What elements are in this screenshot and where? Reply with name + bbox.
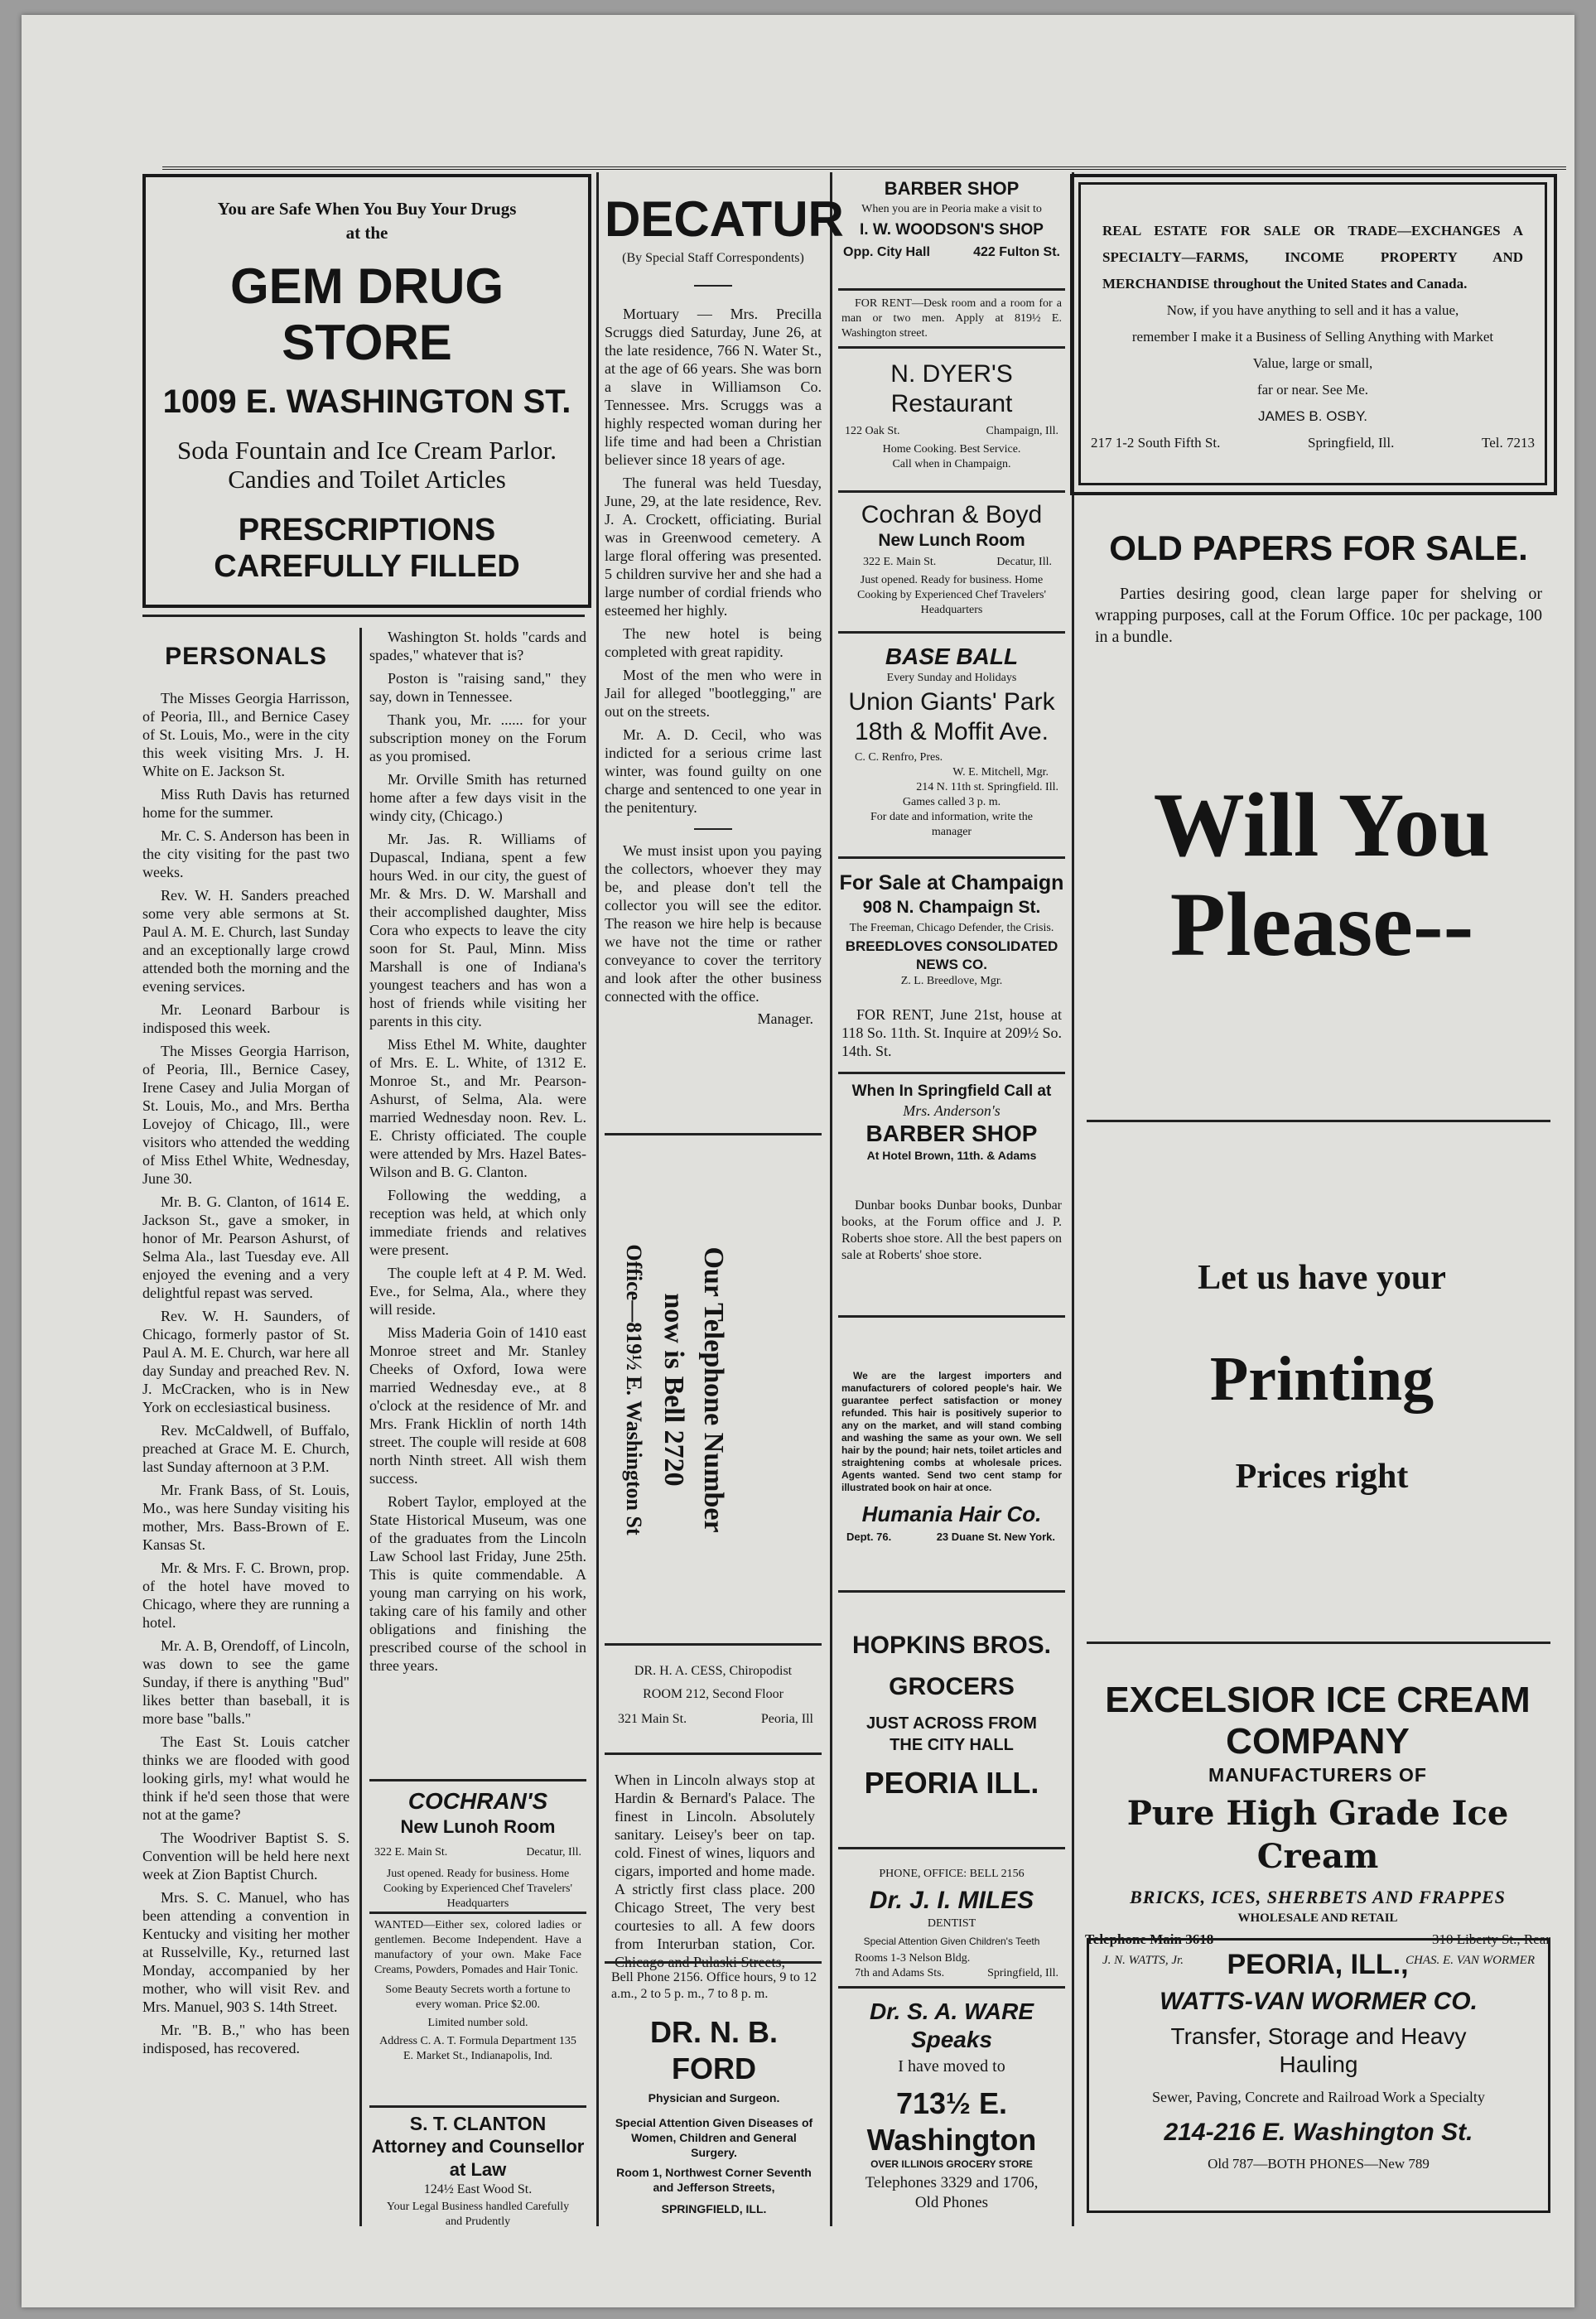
ware-ad xyxy=(838,1993,1065,2233)
watts-line2: Sewer, Paving, Concrete and Railroad Work a Specialty xyxy=(1152,2089,1485,2105)
miles-city: Springfield, Ill. xyxy=(987,1967,1058,1979)
wanted-rule xyxy=(369,1912,586,1914)
personal-item: Mr. Leonard Barbour is indisposed this week. xyxy=(142,1001,350,1036)
cochran-boyd-ad xyxy=(838,497,1065,629)
lincoln-text: When in Lincoln always stop at Hardin & Bernard's Palace. The finest in Lincoln. Absolutely sanitary. Leisey's beer on tap. cold. Finest of wines, liquors and cigars, imported and home made. A strictly first class place. 200 Chicago Street, The very best courtesies to all. A few doors from Interurban station, Cor. Chicago and Pulaski Streets, xyxy=(615,1772,815,1970)
formula-address: Address C. A. T. Formula Department 135 E. Market St., Indianapolis, Ind. xyxy=(379,2035,576,2062)
dunbar-text: Dunbar books Dunbar books, Dunbar books, at the Forum office and J. P. Roberts shoe store. All the best papers on sale at Roberts' shoe store. xyxy=(841,1198,1062,1262)
watts-name: WATTS-VAN WORMER CO. xyxy=(1160,1988,1478,2015)
excelsior-city: PEORIA, ILL., xyxy=(1227,1949,1409,1980)
personals-title: PERSONALS xyxy=(165,643,327,670)
anderson-title: BARBER SHOP xyxy=(866,1121,1038,1146)
decatur-divider xyxy=(694,285,732,287)
cochranboyd-city: Decatur, Ill. xyxy=(996,556,1052,568)
decatur-subtitle: (By Special Staff Correspondents) xyxy=(622,251,804,265)
cochranboyd-name: Cochran & Boyd xyxy=(861,501,1043,528)
anderson-name: Mrs. Anderson's xyxy=(903,1102,1001,1119)
humania-address: 23 Duane St. New York. xyxy=(936,1531,1055,1543)
column-rule-1 xyxy=(596,172,599,2226)
dyer-address: 122 Oak St. xyxy=(845,425,900,437)
decatur-signature: Manager. xyxy=(757,1010,813,1027)
decatur-title: DECATUR xyxy=(605,191,844,247)
formula-ad xyxy=(369,1918,586,2099)
cochrans-rule xyxy=(369,1779,586,1781)
lincoln-ad xyxy=(615,1771,815,1970)
cochrans-subtitle: New Lunoh Room xyxy=(400,1816,556,1837)
personal-item: Poston is "raising sand," they say, down in Tennessee. xyxy=(369,670,586,705)
cess-rule xyxy=(605,1643,822,1646)
dyer-rule xyxy=(838,346,1065,349)
woodson-barber-ad xyxy=(838,174,1065,282)
gem-prescriptions: PRESCRIPTIONS CAREFULLY FILLED xyxy=(214,513,520,584)
baseball-manager: W. E. Mitchell, Mgr. xyxy=(952,766,1049,779)
dyer-name: N. DYER'S xyxy=(890,360,1013,388)
anderson-address: At Hotel Brown, 11th. & Adams xyxy=(866,1149,1037,1162)
decatur-column xyxy=(605,174,844,1126)
ford-title: Physician and Surgeon. xyxy=(648,2091,780,2104)
personal-item: Miss Ethel M. White, daughter of Mrs. E. L. White, of 1312 E. Monroe St., and Mr. Pearson-Ashurst, of Selma, Ala. were married Wednesday noon. Rev. L. E. Christy officiated. The couple were attended by Mrs. Hazel Bates-Wilson and B. G. Clanton. xyxy=(369,1036,586,1180)
printing-rule xyxy=(1087,1120,1550,1122)
for-rent-house-text: FOR RENT, June 21st, house at 118 So. 11th. St. Inquire at 209½ So. 14th. St. xyxy=(841,1006,1062,1059)
top-rule xyxy=(162,166,1566,170)
hopkins-line3: JUST ACROSS FROM THE CITY HALL xyxy=(866,1714,1037,1754)
gem-drug-store-ad xyxy=(142,174,591,608)
old-papers-text: Parties desiring good, clean large paper for shelving or wrapping purposes, call at the Forum Office. 10c per package, 100 in a bundle. xyxy=(1095,585,1542,646)
old-papers-title: OLD PAPERS FOR SALE. xyxy=(1109,528,1528,567)
will-line2: Please-- xyxy=(1169,874,1474,975)
rent-rule xyxy=(838,288,1065,291)
telephone-line2: now is Bell 2720 xyxy=(658,1293,689,1487)
beauty-secrets: Some Beauty Secrets worth a fortune to every woman. Price $2.00. xyxy=(385,1984,571,2011)
ware-line2: Speaks xyxy=(910,2027,993,2052)
decatur-divider xyxy=(694,828,732,830)
excelsior-cream: Pure High Grade Ice Cream xyxy=(1126,1794,1509,1876)
telephone-line2-wrap xyxy=(657,1137,690,1642)
woodson-address: 422 Fulton St. xyxy=(973,245,1060,259)
ford-room: Room 1, Northwest Corner Seventh and Jefferson Streets, xyxy=(616,2166,812,2194)
cochranboyd-rule xyxy=(838,490,1065,493)
cochranboyd-address: 322 E. Main St. xyxy=(863,556,937,568)
humania-dept: Dept. 76. xyxy=(846,1531,892,1543)
ware-old-phones: Old Phones xyxy=(914,2194,989,2211)
will-line1: Will You xyxy=(1153,774,1491,875)
miles-name: Dr. J. I. MILES xyxy=(869,1887,1034,1914)
excelsior-items: BRICKS, ICES, SHERBETS AND FRAPPES xyxy=(1130,1887,1506,1907)
personal-item: The East St. Louis catcher thinks we are flooded with good looking girls, my! what would he think if he'd seen those that were not at the game? xyxy=(142,1733,350,1823)
printing-line2: Printing xyxy=(1209,1344,1434,1414)
woodson-line1: When you are in Peoria make a visit to xyxy=(861,203,1042,215)
excelsior-subtitle: MANUFACTURERS OF xyxy=(1208,1764,1427,1786)
personal-item: Miss Ruth Davis has returned home for the summer. xyxy=(142,786,350,821)
baseball-manager-address: 214 N. 11th st. Springfield. Ill. xyxy=(916,781,1058,793)
champaign-sale-ad xyxy=(838,865,1065,997)
excelsior-telephone: Telephone Main 3618 xyxy=(1085,1931,1214,1947)
dunbar-notice xyxy=(841,1198,1062,1289)
clanton-title: Attorney and Counsellor at Law xyxy=(371,2136,585,2180)
column-rule-2 xyxy=(830,172,832,2226)
telephone-rule xyxy=(605,1133,822,1135)
personals-column-2 xyxy=(369,628,586,1787)
personal-item: Thank you, Mr. ...... for your subscription money on the Forum as you promised. xyxy=(369,711,586,764)
gem-address: 1009 E. WASHINGTON ST. xyxy=(162,383,571,420)
anderson-barber-ad xyxy=(838,1078,1065,1186)
woodson-name: I. W. WOODSON'S SHOP xyxy=(860,221,1044,239)
cochranboyd-subtitle: New Lunch Room xyxy=(878,531,1025,550)
osby-name: JAMES B. OSBY. xyxy=(1258,408,1367,424)
gem-name: GEM DRUG STORE xyxy=(230,258,504,370)
miles-rule xyxy=(838,1847,1065,1849)
ford-special: Special Attention Given Diseases of Women, Children and General Surgery. xyxy=(615,2116,813,2159)
watts-address: 214-216 E. Washington St. xyxy=(1164,2119,1473,2146)
anderson-rule xyxy=(838,1072,1065,1074)
sale-title: For Sale at Champaign xyxy=(839,871,1064,894)
telephone-line3-wrap xyxy=(617,1137,650,1642)
hopkins-line2: GROCERS xyxy=(889,1673,1015,1700)
decatur-item: Mortuary — Mrs. Precilla Scruggs died Saturday, June 26, at the late residence, 766 N. Water St., at the age of 66 years. She was born a slave in Williamson Co. Tennessee. Mrs. Scruggs was a highly respected woman during her life time and had been a Christian believer since 18 years of age. xyxy=(605,306,822,468)
personal-item: The Misses Georgia Harrisson, of Peoria, Ill., and Bernice Casey of St. Louis, Mo., were in the city this week visiting Mrs. J. H. White on E. Jackson St. xyxy=(142,690,350,779)
miles-special: Special Attention Given Children's Teeth xyxy=(863,1936,1040,1947)
cess-address: 321 Main St. xyxy=(618,1712,687,1726)
miles-dentist-ad xyxy=(838,1854,1065,1981)
column-rule-personals xyxy=(359,628,362,2226)
decatur-item: Most of the men who were in Jail for alleged "bootlegging," are out on the streets. xyxy=(605,667,822,720)
sale-papers: The Freeman, Chicago Defender, the Crisis. xyxy=(849,922,1054,934)
baseball-games: Games called 3 p. m. xyxy=(902,796,1001,808)
osby-inner-border xyxy=(1078,182,1547,485)
woodson-location: Opp. City Hall xyxy=(843,245,930,259)
dyer-line2: Call when in Champaign. xyxy=(892,458,1011,470)
dyer-line1: Home Cooking. Best Service. xyxy=(882,443,1021,456)
cochrans-text: Just opened. Ready for business. Home Cooking by Experienced Chef Travelers' Headquarters xyxy=(383,1868,573,1910)
woodson-title: BARBER SHOP xyxy=(884,178,1020,199)
excelsior-wholesale: WHOLESALE AND RETAIL xyxy=(1237,1912,1398,1925)
baseball-title: BASE BALL xyxy=(885,644,1019,669)
hopkins-line1: HOPKINS BROS. xyxy=(851,1632,1052,1659)
personal-item: Following the wedding, a reception was held, at which only immediate friends and relatives were present. xyxy=(369,1187,586,1258)
ford-rule xyxy=(605,1961,822,1964)
ware-telephones: Telephones 3329 and 1706, xyxy=(865,2174,1039,2191)
personal-item: Mr. & Mrs. F. C. Brown, prop. of the hotel have moved to Chicago, where they are running a hotel. xyxy=(142,1560,350,1631)
baseball-subtitle: Every Sunday and Holidays xyxy=(886,672,1017,684)
osby-line3: far or near. See Me. xyxy=(1256,382,1369,398)
cochranboyd-text: Just opened. Ready for business. Home Cooking by Experienced Chef Travelers' Headquarters xyxy=(856,574,1047,616)
personals-column xyxy=(142,628,350,2226)
baseball-info: For date and information, write the manager xyxy=(870,811,1033,838)
personal-item: Mr. A. B, Orendoff, of Lincoln, was down to see the game Sunday, if there is anything "Bud" likes better than baseball, it is more base "balls." xyxy=(142,1637,350,1727)
printing-ad xyxy=(1082,1257,1562,1572)
personal-item: Washington St. holds "cards and spades," whatever that is? xyxy=(369,629,586,663)
cess-city: Peoria, Ill xyxy=(760,1712,813,1726)
ware-line3: I have moved to xyxy=(898,2057,1005,2076)
baseball-address: 18th & Moffit Ave. xyxy=(854,718,1049,745)
personal-item: Mr. Frank Bass, of St. Louis, Mo., was here Sunday visiting his mother, Mrs. Bass-Brown of E. Kansas St. xyxy=(142,1482,350,1553)
osby-city: Springfield, Ill. xyxy=(1308,435,1395,451)
miles-streets: 7th and Adams Sts. xyxy=(855,1967,945,1979)
cess-line1: DR. H. A. CESS, Chiropodist xyxy=(634,1664,793,1678)
humania-text: We are the largest importers and manufacturers of colored people's hair. We guarantee perfect satisfaction or money refunded. This hair is positively superior to any on the market, and will stand combing and washing the same as your own. We sell hair by the pound; hair nets, toilet articles and straightening combs at wholesale prices. Agents wanted. Send two cent stamp for illustrated book on hair at once. xyxy=(841,1370,1062,1493)
ware-address: 713½ E. Washington xyxy=(866,2086,1037,2157)
miles-phone: PHONE, OFFICE: BELL 2156 xyxy=(879,1868,1025,1880)
telephone-line1: Our Telephone Number xyxy=(698,1246,729,1533)
lincoln-rule xyxy=(605,1753,822,1755)
personal-item: Mr. Orville Smith has returned home after a few days visit in the windy city, (Chicago.) xyxy=(369,771,586,824)
personal-item: Miss Maderia Goin of 1410 east Monroe street and Mr. Stanley Cheeks of Oxford, Iowa were married Wednesday eve., at 8 o'clock at the residence of Mr. and Mrs. Frank Hicklin of north 14th street. The couple will reside at 608 north Ninth street. All wish them success. xyxy=(369,1324,586,1487)
personal-item: Mr. B. G. Clanton, of 1614 E. Jackson St., gave a smoker, in honor of Mr. Pearson Ashurst, of Selma Ala., last Tuesday eve. All enjoyed the evening and a very delightful repast was served. xyxy=(142,1193,350,1301)
newspaper-page xyxy=(22,15,1574,2307)
watts-van-wormer-ad xyxy=(1087,1938,1550,2213)
ford-ad xyxy=(611,1969,817,2218)
clanton-ad xyxy=(369,2112,586,2228)
hopkins-grocers-ad xyxy=(838,1630,1065,1845)
humania-hair-ad xyxy=(841,1370,1062,1585)
baseball-ad xyxy=(838,638,1065,841)
clanton-address: 124½ East Wood St. xyxy=(423,2182,533,2196)
baseball-rule xyxy=(838,631,1065,634)
telephone-line1-wrap xyxy=(697,1137,730,1642)
decatur-item: Mr. A. D. Cecil, who was indicted for a serious crime last winter, was found guilty on one charge and sentenced to one year in the penitentury. xyxy=(605,726,822,816)
sale-manager: Z. L. Breedlove, Mgr. xyxy=(900,975,1003,987)
osby-address: 217 1-2 South Fifth St. xyxy=(1091,435,1221,451)
ford-hours: Bell Phone 2156. Office hours, 9 to 12 a.m., 2 to 5 p. m., 7 to 8 p. m. xyxy=(611,1970,817,2001)
decatur-item: We must insist upon you paying the collectors, whoever they may be, and please don't tell the collector you will see the editor. The reason we hire help is because we have not the time or rather conveyance to cover the territory and look after the other business connected with the office. xyxy=(605,842,822,1005)
personal-item: Mr. Jas. R. Williams of Dupascal, Indiana, spent a few hours Wed. in our city, the guest of Mr. & Mrs. D. W. Marshall and their accomplished daughter, Miss Cora who expects to leave the city soon for St. Paul, Minn. Miss Marshall is one of Indiana's youngest teachers and has won a host of friends while visiting her parents in this city. xyxy=(369,831,586,1029)
baseball-park: Union Giants' Park xyxy=(848,688,1055,716)
ware-line1: Dr. S. A. WARE xyxy=(869,1998,1034,2024)
hopkins-line4: PEORIA ILL. xyxy=(864,1766,1039,1800)
personal-item: Mr. "B. B.," who has been indisposed, has recovered. xyxy=(142,2022,350,2056)
watts-phones: Old 787—BOTH PHONES—New 789 xyxy=(1208,2156,1430,2172)
ware-over: OVER ILLINOIS GROCERY STORE xyxy=(870,2158,1033,2170)
personal-item: Rev. W. H. Sanders preached some very able sermons at St. Paul A. M. E. Church, last Sunday and an exceptionally large crowd attended both the morning and the evening services. xyxy=(142,887,350,995)
telephone-line3: Office—819½ E. Washington St xyxy=(622,1244,646,1536)
telephone-notice xyxy=(605,1140,822,1637)
ford-name: DR. N. B. FORD xyxy=(649,2015,778,2085)
osby-text: REAL ESTATE FOR SALE OR TRADE—EXCHANGES A SPECIALTY—FARMS, INCOME PROPERTY AND MERCHANDISE throughout the United States and Canada. xyxy=(1102,223,1523,292)
dyer-subtitle: Restaurant xyxy=(890,390,1013,417)
cess-ad xyxy=(605,1663,822,1738)
gem-line1: You are Safe When You Buy Your Drugs xyxy=(217,199,517,219)
personal-item: The couple left at 4 P. M. Wed. Eve., for Selma, Ala., where they will reside. xyxy=(369,1265,586,1318)
osby-line2: remember I make it a Business of Selling Anything with Market Value, large or small, xyxy=(1131,329,1494,371)
printing-line1: Let us have your xyxy=(1198,1259,1446,1297)
miles-title: DENTIST xyxy=(927,1917,976,1930)
printing-line3: Prices right xyxy=(1235,1458,1409,1496)
for-rent-house xyxy=(841,1005,1062,1080)
clanton-text: Your Legal Business handled Carefully and Prudently xyxy=(386,2201,570,2228)
hopkins-rule xyxy=(838,1590,1065,1593)
anderson-line1: When In Springfield Call at xyxy=(851,1082,1052,1100)
personal-item: Rev. McCaldwell, of Buffalo, preached at Grace M. E. Church, last Sunday afternoon at 3 P.M. xyxy=(142,1422,350,1475)
cochrans-lunch-ad xyxy=(369,1787,586,1910)
watts-right: CHAS. E. VAN WORMER xyxy=(1406,1954,1535,1967)
ware-rule xyxy=(838,1986,1065,1989)
sale-rule xyxy=(838,856,1065,859)
will-you-please xyxy=(1082,774,1562,992)
excelsior-name: EXCELSIOR ICE CREAM COMPANY xyxy=(1105,1680,1531,1762)
gem-rule xyxy=(142,615,585,617)
miles-rooms: Rooms 1-3 Nelson Bldg. xyxy=(855,1952,971,1965)
old-papers-ad xyxy=(1087,512,1550,677)
osby-tel: Tel. 7213 xyxy=(1482,435,1535,451)
for-rent-desk-text: FOR RENT—Desk room and a room for a man or two men. Apply at 819½ E. Washington street. xyxy=(841,297,1062,340)
personal-item: Mrs. S. C. Manuel, who has been attending a convention in Kentucky and visiting her mother at Russelville, Ky., returned last Monday, accompanied by her mother, who will visit Rev. and Mrs. Manuel, 903 S. 14th Street. xyxy=(142,1889,350,2015)
limited-text: Limited number sold. xyxy=(427,2017,528,2029)
personal-item: Robert Taylor, employed at the State Historical Museum, was one of the graduates from the Lincoln Law School last Friday, June 25th. This is quite commendable. A young man carrying on his work, taking care of his family and other obligations and finishing the prescribed course of the school in three years. xyxy=(369,1493,586,1674)
dyer-ad xyxy=(838,353,1065,485)
personal-item: Rev. W. H. Saunders, of Chicago, formerly pastor of St. Paul A. M. E. Church, war here all day Sunday and preached Rev. N. J. McCracken, who is in New York on ecclesiastical business. xyxy=(142,1308,350,1415)
for-rent-desk xyxy=(841,297,1062,345)
ford-city: SPRINGFIELD, ILL. xyxy=(661,2202,767,2215)
cochrans-address: 322 E. Main St. xyxy=(374,1846,448,1859)
cess-line2: ROOM 212, Second Floor xyxy=(643,1687,784,1701)
watts-line1: Transfer, Storage and Heavy Hauling xyxy=(1170,2023,1467,2077)
wanted-text: WANTED—Either sex, colored ladies or gentlemen. Become Independent. Have a manufactory of your own. Make Face Creams, Powders, Pomades and Hair Tonic. xyxy=(374,1919,581,1976)
decatur-item: The funeral was held Tuesday, June, 29, at the late residence, Rev. J. A. Crockett, officiating. Burial was in Greenwood cemetery. A large floral offering was presented. 5 children survive her and she had a large number of cordial friends who esteemed her highly. xyxy=(605,475,822,619)
excelsior-rule xyxy=(1087,1642,1550,1644)
clanton-rule xyxy=(369,2105,586,2108)
humania-rule xyxy=(838,1315,1065,1318)
dyer-city: Champaign, Ill. xyxy=(986,425,1058,437)
gem-description: Soda Fountain and Ice Cream Parlor. Candies and Toilet Articles xyxy=(176,436,557,494)
personal-item: The Misses Georgia Harrison, of Peoria, Ill., Bernice Casey, Irene Casey and Julia Morgan of St. Louis, Mo., and Mrs. Bertha Lovejoy of Chicago, Ill., were visitors who attended the wedding of Miss Ethel White, Wednesday, June 30. xyxy=(142,1043,350,1187)
sale-address: 908 N. Champaign St. xyxy=(862,898,1041,917)
personal-item: Mr. C. S. Anderson has been in the city visiting for the past two weeks. xyxy=(142,827,350,880)
baseball-president: C. C. Renfro, Pres. xyxy=(855,751,943,764)
gem-line2: at the xyxy=(345,223,388,243)
watts-left: J. N. WATTS, Jr. xyxy=(1102,1954,1184,1967)
osby-line1: Now, if you have anything to sell and it has a value, xyxy=(1166,302,1459,318)
excelsior-address: 310 Liberty St., Rear xyxy=(1431,1931,1550,1947)
humania-name: Humania Hair Co. xyxy=(861,1502,1042,1526)
sale-company: BREEDLOVES CONSOLIDATED NEWS CO. xyxy=(845,938,1058,972)
personal-item: The Woodriver Baptist S. S. Convention will be held here next week at Zion Baptist Church. xyxy=(142,1830,350,1883)
cochrans-city: Decatur, Ill. xyxy=(526,1846,581,1859)
osby-real-estate-ad xyxy=(1070,174,1557,495)
clanton-name: S. T. CLANTON xyxy=(409,2113,547,2134)
cochrans-title: COCHRAN'S xyxy=(407,1788,548,1814)
decatur-item: The new hotel is being completed with great rapidity. xyxy=(605,625,822,660)
